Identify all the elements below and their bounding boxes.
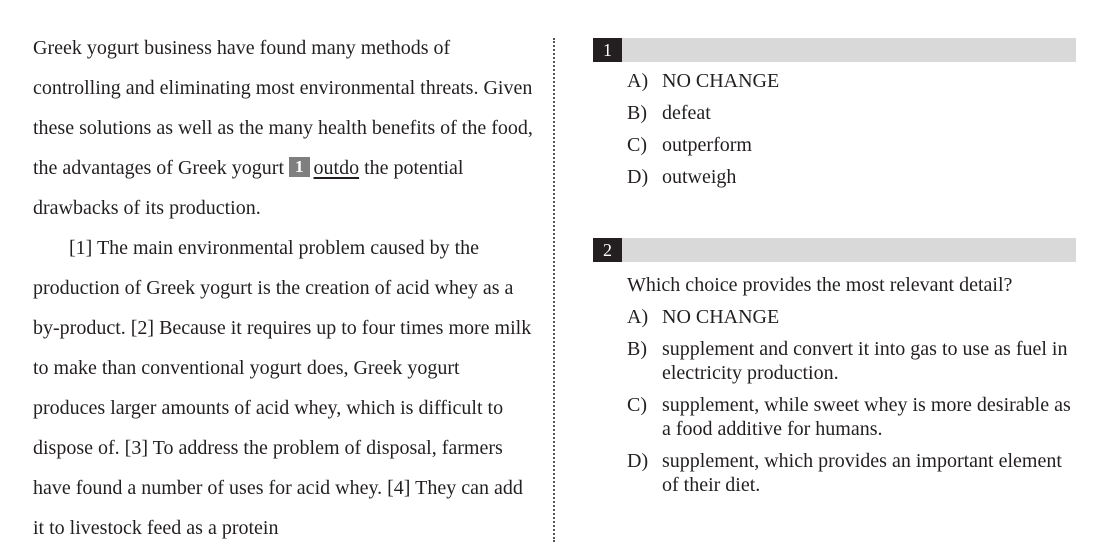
question-2-option-c[interactable] [627,393,1077,441]
option-text: supplement and convert it into gas to use as fuel in electricity production. [662,338,1068,384]
question-1-number: 1 [593,38,622,62]
question-2-number: 2 [593,238,622,262]
question-1-option-d[interactable] [627,165,1077,189]
question-marker-1: 1 [289,157,310,177]
question-2-header [593,238,1076,262]
question-1-option-a[interactable] [627,69,1077,93]
passage-p1-text-before: Greek yogurt business have found many methods of controlling and eliminating most environmental threats. Given these solutions as well as the many health benefits of the food, the advantages of Greek yogurt [33,37,533,179]
question-2-option-d[interactable] [627,449,1077,497]
option-letter: B) [627,102,647,124]
question-1-option-c[interactable] [627,133,1077,157]
question-2-option-b[interactable] [627,337,1077,385]
option-letter: C) [627,394,647,416]
option-text: NO CHANGE [662,306,780,328]
option-letter: D) [627,166,649,188]
option-letter: B) [627,338,647,360]
underlined-phrase-1: outdo [313,157,360,179]
option-letter: D) [627,450,649,472]
question-2-options [627,305,1077,505]
passage-paragraph-1 [33,28,533,228]
option-text: outperform [662,134,752,156]
option-text: defeat [662,102,711,124]
column-divider [553,38,555,542]
option-letter: C) [627,134,647,156]
option-text: supplement, which provides an important element of their diet. [662,450,1062,496]
question-2-prompt: Which choice provides the most relevant detail? [627,274,1013,296]
option-letter: A) [627,306,649,328]
question-1-options [627,69,1077,197]
passage [33,28,533,548]
question-1-header [593,38,1076,62]
option-text: NO CHANGE [662,70,780,92]
option-letter: A) [627,70,649,92]
option-text: supplement, while sweet whey is more desirable as a food additive for humans. [662,394,1071,440]
passage-p1-text-after: the potential drawbacks of its production. [33,157,464,219]
question-1-option-b[interactable] [627,101,1077,125]
option-text: outweigh [662,166,737,188]
question-2-option-a[interactable] [627,305,1077,329]
passage-paragraph-2: [1] The main environmental problem caused by the production of Greek yogurt is the creation of acid whey as a by-product. [2] Because it requires up to four times more milk to make than conventional yogurt does, Greek yogurt produces larger amounts of acid whey, which is difficult to dispose of. [3] To address the problem of disposal, farmers have found a number of uses for acid whey. [4] They can add it to livestock feed as a protein [33,237,532,539]
